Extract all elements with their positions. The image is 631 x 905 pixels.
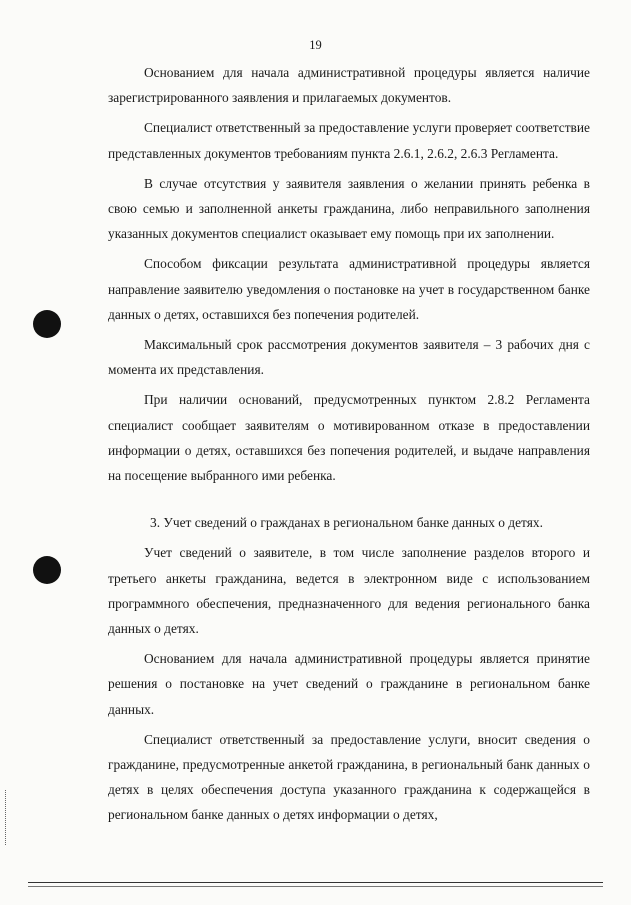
- punch-hole-bottom: [33, 556, 61, 584]
- paragraph-refusal: При наличии оснований, предусмотренных пунктом 2.8.2 Регламента специалист сообщает заявителям о мотивированном отказе в предоставлении информации о детях, оставшихся без попечения родителей, и выдаче направления на посещение выбранного ими ребенка.: [108, 392, 590, 484]
- document-body: [108, 60, 590, 828]
- paragraph-electronic-record: Учет сведений о заявителе, в том числе заполнение разделов второго и третьего анкеты гражданина, ведется в электронном виде с использованием программного обеспечения, предназначенного для ведения регионального банка данных о детях.: [108, 545, 590, 637]
- paragraph-missing-application: В случае отсутствия у заявителя заявления о желании принять ребенка в свою семью и заполненной анкеты гражданина, либо неправильного заполнения указанных документов специалист оказывает ему помощь при их заполнении.: [108, 175, 590, 242]
- page-bottom-rule: [28, 882, 603, 883]
- paragraph-max-term: Максимальный срок рассмотрения документов заявителя – 3 рабочих дня с момента их представления.: [108, 337, 590, 378]
- paragraph-specialist-check: Специалист ответственный за предоставление услуги проверяет соответствие представленных документов требованиям пункта 2.6.1, 2.6.2, 2.6.3 Регламента.: [108, 120, 590, 161]
- punch-hole-top: [33, 310, 61, 338]
- page-number: 19: [309, 38, 322, 52]
- paragraph-fixation-method: Способом фиксации результата административной процедуры является направление заявителю уведомления о постановке на учет в государственном банке данных о детях, оставшихся без попечения родителей.: [108, 256, 590, 322]
- page-bottom-rule-secondary: [28, 886, 603, 887]
- section-heading: 3. Учет сведений о гражданах в региональном банке данных о детях.: [150, 515, 543, 531]
- paragraph-basis-registration: Основанием для начала административной процедуры является принятие решения о постановке на учет сведений о гражданине в региональном банке данных.: [108, 651, 590, 717]
- margin-scan-marks: [5, 790, 8, 845]
- paragraph-data-entry: Специалист ответственный за предоставление услуги, вносит сведения о гражданине, предусмотренные анкетой гражданина, в региональный банк данных о детях в целях обеспечения доступа указанного гражданина к содержащейся в региональном банке данных о детях информации о детях,: [108, 731, 590, 823]
- paragraph-basis-start: Основанием для начала административной процедуры является наличие зарегистрированного заявления и прилагаемых документов.: [108, 65, 590, 106]
